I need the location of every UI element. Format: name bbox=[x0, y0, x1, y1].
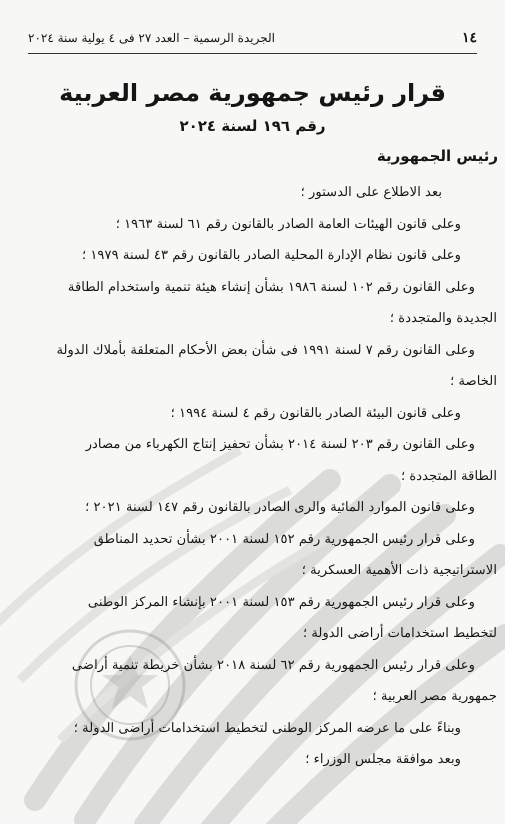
preamble-line: وعلى القانون رقم ١٠٢ لسنة ١٩٨٦ بشأن إنشاء هيئة تنمية واستخدام الطاقة bbox=[67, 279, 475, 295]
decree-preamble bbox=[5, 177, 497, 776]
preamble-line: الخاصة ؛ bbox=[450, 374, 497, 389]
preamble-line: وعلى قانون الموارد المائية والرى الصادر بالقانون رقم ١٤٧ لسنة ٢٠٢١ ؛ bbox=[85, 500, 475, 515]
preamble-line: وعلى القانون رقم ٧ لسنة ١٩٩١ فى شأن بعض الأحكام المتعلقة بأملاك الدولة bbox=[56, 342, 475, 358]
running-title: الجريدة الرسمية – العدد ٢٧ فى ٤ يولية سنة ٢٠٢٤ bbox=[28, 31, 275, 45]
preamble-line: وعلى القانون رقم ٢٠٣ لسنة ٢٠١٤ بشأن تحفيز إنتاج الكهرباء من مصادر bbox=[85, 437, 475, 452]
preamble-line: وعلى قرار رئيس الجمهورية رقم ٦٢ لسنة ٢٠١٨ بشأن خريطة تنمية أراضى bbox=[71, 657, 475, 673]
preamble-line: جمهورية مصر العربية ؛ bbox=[372, 689, 497, 704]
issuer-heading: رئيس الجمهورية bbox=[376, 147, 498, 165]
page-number: ١٤ bbox=[461, 30, 477, 46]
preamble-line: لتخطيط استخدامات أراضى الدولة ؛ bbox=[302, 626, 497, 641]
preamble-line: وبناءً على ما عرضه المركز الوطنى لتخطيط استخدامات أراضى الدولة ؛ bbox=[73, 720, 461, 736]
preamble-line: وعلى قرار رئيس الجمهورية رقم ١٥٣ لسنة ٢٠٠١ بإنشاء المركز الوطنى bbox=[87, 594, 475, 610]
preamble-line: وعلى قانون الهيئات العامة الصادر بالقانون رقم ٦١ لسنة ١٩٦٣ ؛ bbox=[115, 216, 461, 232]
decree-title: قرار رئيس جمهورية مصر العربية bbox=[59, 79, 446, 107]
running-header bbox=[28, 27, 477, 54]
preamble-line: الجديدة والمتجددة ؛ bbox=[389, 311, 497, 326]
preamble-line: وعلى قانون البيئة الصادر بالقانون رقم ٤ لسنة ١٩٩٤ ؛ bbox=[170, 405, 461, 421]
preamble-line: وعلى قانون نظام الإدارة المحلية الصادر بالقانون رقم ٤٣ لسنة ١٩٧٩ ؛ bbox=[81, 248, 461, 263]
decree-number: رقم ١٩٦ لسنة ٢٠٢٤ bbox=[179, 117, 326, 135]
preamble-line: الاستراتيجية ذات الأهمية العسكرية ؛ bbox=[301, 563, 497, 578]
preamble-line: وبعد موافقة مجلس الوزراء ؛ bbox=[305, 752, 461, 767]
preamble-line: وعلى قرار رئيس الجمهورية رقم ١٥٢ لسنة ٢٠٠١ بشأن تحديد المناطق bbox=[93, 531, 475, 547]
preamble-line: الطاقة المتجددة ؛ bbox=[401, 468, 497, 484]
preamble-line: بعد الاطلاع على الدستور ؛ bbox=[300, 185, 442, 200]
